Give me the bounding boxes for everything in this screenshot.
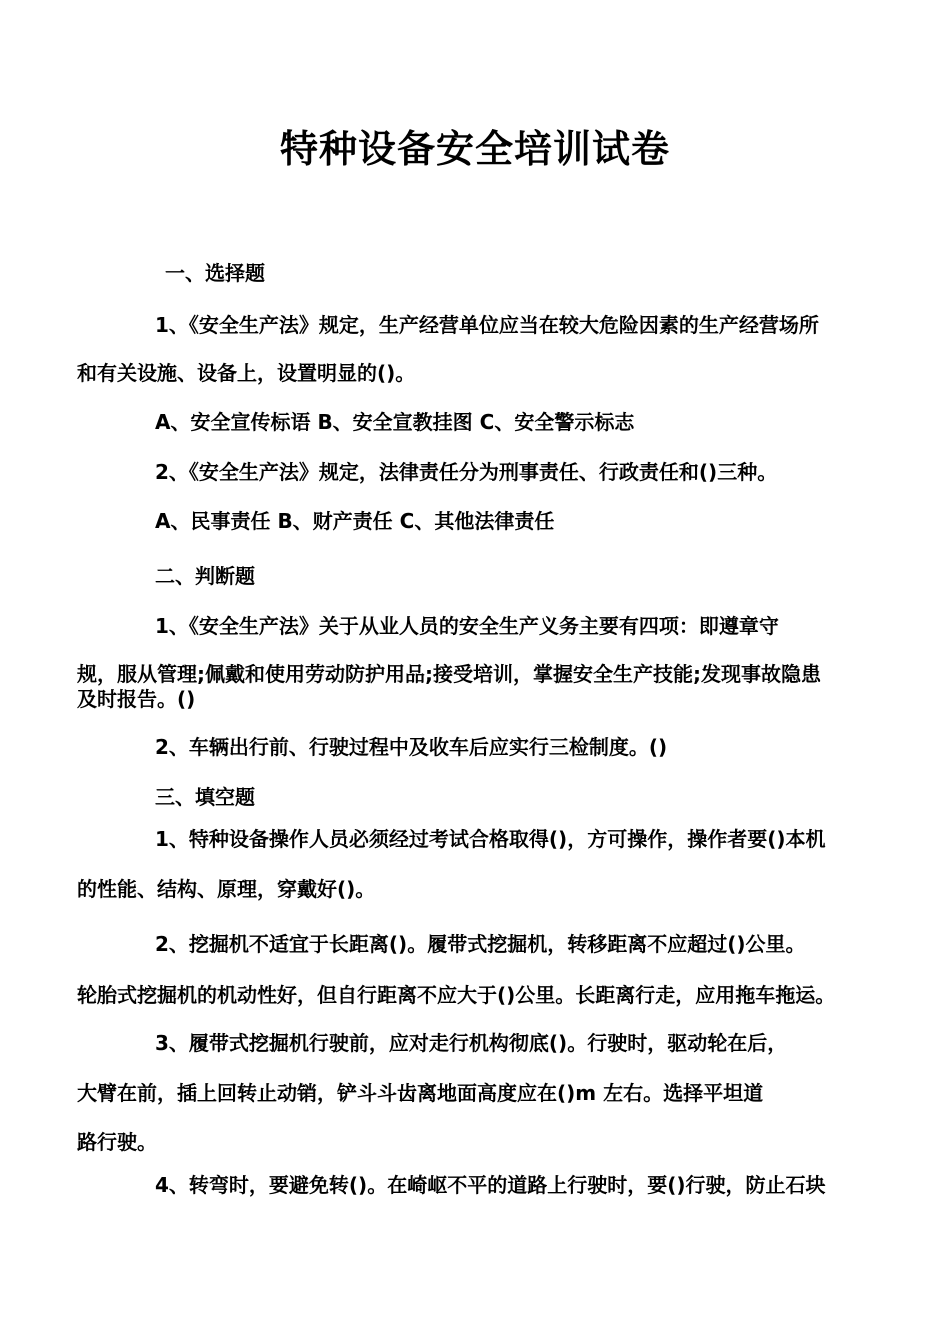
fill-q2-line1: 2、挖掘机不适宜于长距离()。履带式挖掘机，转移距离不应超过()公里。 [155,932,806,956]
section-heading-choice: 一、选择题 [165,261,265,285]
fill-q3-line2: 大臂在前，插上回转止动销，铲斗斗齿离地面高度应在()m 左右。选择平坦道 [77,1081,764,1105]
fill-q3-line1: 3、履带式挖掘机行驶前，应对走行机构彻底()。行驶时，驱动轮在后， [155,1031,788,1055]
fill-q4-line1: 4、转弯时，要避免转()。在崎岖不平的道路上行驶时，要()行驶，防止石块 [155,1173,826,1197]
choice-q1-line2: 和有关设施、设备上，设置明显的()。 [77,361,416,385]
section-heading-judge: 二、判断题 [155,564,255,588]
fill-q3-line3: 路行驶。 [77,1130,157,1154]
judge-q2-line1: 2、车辆出行前、行驶过程中及收车后应实行三检制度。() [155,735,668,759]
choice-q1-line1: 1、《安全生产法》规定，生产经营单位应当在较大危险因素的生产经营场所 [155,313,819,337]
fill-q1-line1: 1、特种设备操作人员必须经过考试合格取得()，方可操作，操作者要()本机 [155,827,826,851]
section-heading-fill: 三、填空题 [155,785,255,809]
page-title: 特种设备安全培训试卷 [279,127,670,171]
choice-q2-options: A、民事责任 B、财产责任 C、其他法律责任 [155,509,555,533]
choice-q1-options: A、安全宣传标语 B、安全宣教挂图 C、安全警示标志 [155,410,635,434]
judge-q1-line1: 1、《安全生产法》关于从业人员的安全生产义务主要有四项：即遵章守 [155,614,779,638]
choice-q2-line1: 2、《安全生产法》规定，法律责任分为刑事责任、行政责任和()三种。 [155,460,778,484]
judge-q1-line2: 规，服从管理;佩戴和使用劳动防护用品;接受培训，掌握安全生产技能;发现事故隐患 [77,662,821,686]
judge-q1-line3: 及时报告。() [77,687,196,711]
fill-q2-line2: 轮胎式挖掘机的机动性好，但自行距离不应大于()公里。长距离行走，应用拖车拖运。 [77,983,836,1007]
fill-q1-line2: 的性能、结构、原理，穿戴好()。 [77,877,376,901]
